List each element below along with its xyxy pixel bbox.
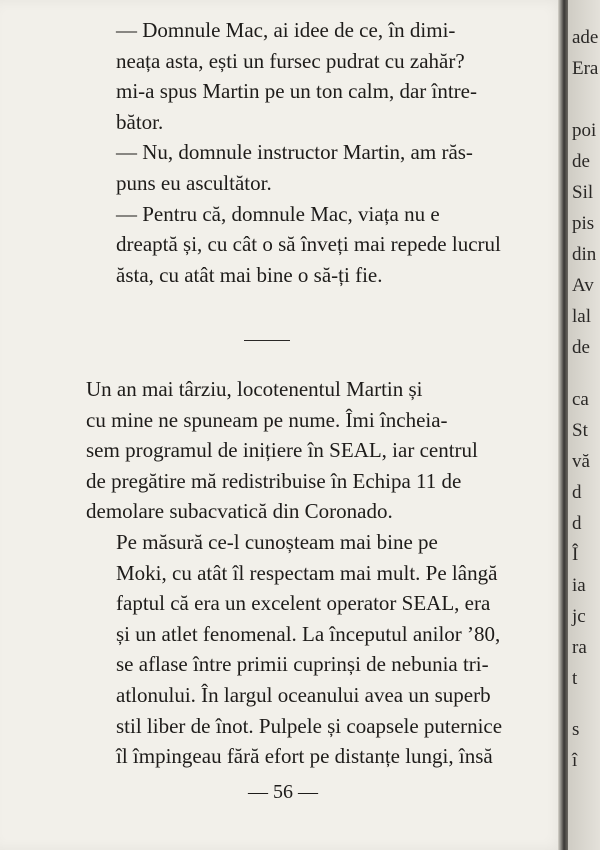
facing-page-fragment: Era: [572, 58, 599, 79]
facing-page-fragment: î: [572, 750, 578, 771]
text-line: Pe măsură ce-l cunoșteam mai bine pe: [116, 529, 438, 554]
text-line: — Domnule Mac, ai idee de ce, în dimi-: [116, 18, 456, 42]
text-line: atlonului. În largul oceanului avea un superb: [116, 682, 491, 707]
facing-page-fragment: ade: [572, 27, 599, 48]
text-line: demolare subacvatică din Coronado.: [86, 499, 393, 524]
facing-page-fragment: Av: [572, 275, 594, 296]
text-line: puns eu ascultător.: [116, 170, 272, 195]
page-number: — 56 —: [248, 781, 318, 803]
paragraph: [86, 527, 503, 772]
facing-page-fragment: poi: [572, 120, 597, 141]
text-line: neața asta, ești un fursec pudrat cu zahăr?: [116, 48, 465, 73]
facing-page-fragment: de: [572, 151, 590, 172]
facing-page-fragment: vă: [572, 451, 590, 472]
facing-page-fragment: jc: [572, 606, 586, 627]
text-line: stil liber de înot. Pulpele și coapsele puternice: [116, 713, 503, 738]
text-line: Moki, cu atât îl respectam mai mult. Pe lângă: [116, 560, 498, 585]
text-line: — Pentru că, domnule Mac, viața nu e: [116, 201, 440, 226]
facing-page-fragment: lal: [572, 306, 591, 327]
facing-page-fragment: de: [572, 337, 590, 358]
paragraph: [86, 374, 478, 527]
facing-page-fragment: Î: [572, 544, 579, 565]
dialogue-block: [86, 15, 501, 290]
text-line: bător.: [116, 109, 164, 134]
facing-page-fragment: d: [572, 513, 582, 534]
text-line: — Nu, domnule instructor Martin, am răs-: [116, 140, 473, 165]
text-line: Un an mai târziu, locotenentul Martin și: [86, 377, 423, 401]
facing-page-fragment: d: [572, 482, 582, 503]
facing-page-fragment: Sil: [572, 182, 594, 203]
facing-page-fragment: t: [572, 668, 578, 689]
facing-page-edge: [568, 0, 600, 850]
facing-page-fragment: pis: [572, 213, 595, 234]
text-line: și un atlet fenomenal. La începutul anilor ’80,: [116, 621, 501, 646]
text-line: îl împingeau fără efort pe distanțe lungi, însă: [116, 744, 493, 769]
text-line: cu mine ne spuneam pe nume. Îmi încheia-: [86, 407, 448, 432]
text-line: dreaptă și, cu cât o să înveți mai repede lucrul: [116, 232, 501, 257]
text-line: ăsta, cu atât mai bine o să-ți fie.: [116, 262, 383, 287]
facing-page-fragment: s: [572, 719, 580, 740]
facing-page-fragment: din: [572, 244, 597, 265]
paragraph: [86, 15, 478, 137]
book-spine-gutter: [558, 0, 568, 850]
section-divider: [244, 340, 290, 341]
facing-page-fragment: ca: [572, 389, 589, 410]
paragraph: [86, 137, 478, 198]
text-line: de pregătire mă redistribuise în Echipa 11 de: [86, 468, 462, 493]
text-line: se aflase între primii cuprinși de nebunia tri-: [116, 652, 489, 677]
text-line: mi-a spus Martin pe un ton calm, dar între-: [116, 79, 477, 104]
narrative-block: [86, 374, 503, 772]
text-line: sem programul de inițiere în SEAL, iar centrul: [86, 438, 478, 463]
facing-page-fragment: ra: [572, 637, 587, 658]
text-line: faptul că era un excelent operator SEAL, era: [116, 591, 491, 616]
facing-page-fragment: St: [572, 420, 588, 441]
paragraph: [86, 199, 501, 291]
facing-page-fragment: ia: [572, 575, 586, 596]
